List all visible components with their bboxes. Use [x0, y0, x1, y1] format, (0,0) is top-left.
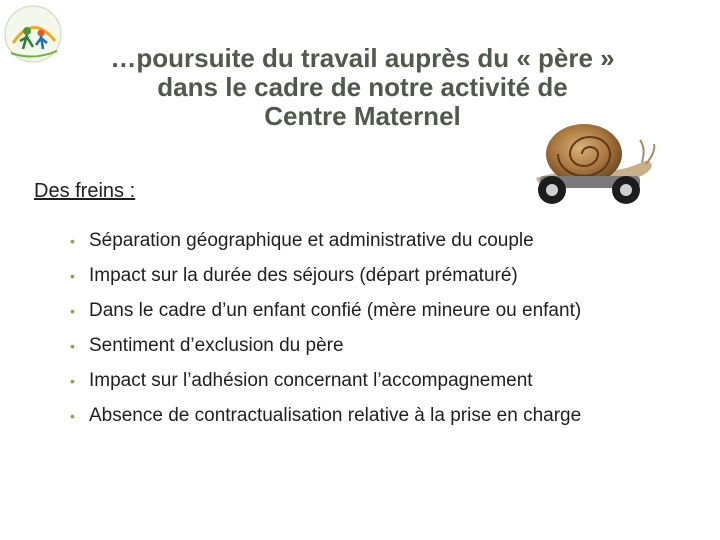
list-item-text: Impact sur l’adhésion concernant l’accompagnement	[89, 370, 533, 391]
bullet-icon: •	[70, 233, 75, 249]
list-item-text: Sentiment d’exclusion du père	[89, 335, 344, 356]
list-item	[70, 333, 630, 359]
list-item-text: Absence de contractualisation relative à la prise en charge	[89, 405, 582, 426]
list-item	[70, 228, 630, 254]
bullet-icon: •	[70, 303, 75, 319]
snail-on-wheels-icon	[518, 118, 658, 210]
list-item-text: Impact sur la durée des séjours (départ prématuré)	[89, 265, 518, 286]
bullet-icon: •	[70, 408, 75, 424]
list-item-text: Séparation géographique et administrative du couple	[89, 230, 534, 251]
bullet-list	[70, 228, 630, 438]
bullet-icon: •	[70, 373, 75, 389]
title-line-1: …poursuite du travail auprès du « père »	[110, 43, 615, 73]
list-item	[70, 403, 630, 429]
list-item	[70, 298, 630, 324]
section-heading: Des freins :	[34, 180, 136, 202]
bullet-icon: •	[70, 268, 75, 284]
organization-logo-icon	[3, 3, 63, 65]
title-line-3: Centre Maternel	[264, 101, 461, 131]
list-item	[70, 368, 630, 394]
list-item-text: Dans le cadre d’un enfant confié (mère mineure ou enfant)	[89, 300, 582, 321]
list-item	[70, 263, 630, 289]
title-line-2: dans le cadre de notre activité de	[157, 72, 568, 102]
bullet-icon: •	[70, 338, 75, 354]
